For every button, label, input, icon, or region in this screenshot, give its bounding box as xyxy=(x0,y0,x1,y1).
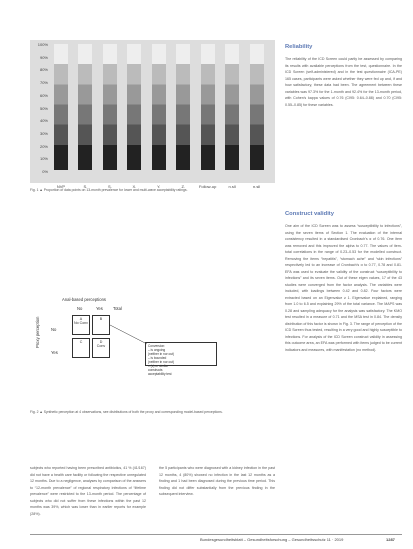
x-tick-label: NVP xyxy=(56,184,66,189)
row-yes: Yes xyxy=(51,350,58,355)
row-axis-label: Proxy perception xyxy=(35,316,40,348)
reliability-text: The reliability of the ICD Screen could partly be assessed by comparing its results with available perceptions from the test, questionnaire. In the ICD Screen (self-administered) and in the test questionnaire (ICA-PE) 165 cases, participants were asked whether they were fed up and, if and how satisfactory, these data had been. The agreement between these variables was 97.3% for the 1-month and 92.4% for the 13-month period, with Cohen's kappa values of 0.76 (CI95: 0.64–0.88) and 0.70 (CI95: 0.55–0.85) for these variables. xyxy=(285,57,402,107)
cell-a xyxy=(72,315,90,335)
row-no: No xyxy=(51,327,57,332)
footer-journal: Bundesgesundheitsblatt – Gesundheitsforschung – Gesundheitsschutz 11 · 2019 xyxy=(200,537,344,542)
legend-line: (neither in nor out) xyxy=(148,360,175,364)
y-tick-label: 40% xyxy=(39,118,48,124)
legend-line: – (s) or similar xyxy=(148,364,169,368)
page-number: 1287 xyxy=(386,537,395,542)
cell-b xyxy=(92,315,110,335)
y-tick-label: 0% xyxy=(42,169,48,174)
figure-2-title: Anal-based perceptions xyxy=(62,297,106,302)
figure-1-chart xyxy=(30,40,275,189)
bar xyxy=(225,44,239,170)
x-tick-label: S. xyxy=(107,184,112,189)
y-tick-label: 30% xyxy=(39,130,48,136)
figure-2-caption: Fig. 2 ▲ Synthetic perception at 4 observations, see distributions of both the proxy and corresponding model-based perceptions. xyxy=(30,410,223,414)
col-total: Total xyxy=(113,306,122,311)
y-tick-label: 70% xyxy=(39,80,48,86)
y-tick-label: 100% xyxy=(37,42,48,47)
x-tick-label: n.sll xyxy=(252,184,261,189)
x-tick-label: n.sll xyxy=(228,184,236,189)
y-tick-label: 90% xyxy=(39,54,48,60)
x-tick-label: Follow-up xyxy=(198,184,217,189)
x-tick-label: X. xyxy=(132,184,137,189)
y-tick-label: 60% xyxy=(39,92,48,98)
x-tick-label: S. xyxy=(83,184,88,189)
heading-reliability: Reliability xyxy=(285,44,313,50)
cell-d xyxy=(92,338,110,358)
bar xyxy=(152,44,166,170)
bar xyxy=(176,44,190,170)
legend-connector xyxy=(110,320,148,350)
legend-line: Conversion: xyxy=(148,344,166,348)
cell-c xyxy=(72,338,90,358)
x-tick-label: Z. xyxy=(181,184,185,189)
bar xyxy=(127,44,141,170)
cell-b-letter: B xyxy=(99,317,103,321)
legend-line: constructs xyxy=(148,368,163,372)
footer-rule xyxy=(30,534,402,535)
body-text-left: subjects who reported having been prescribed antibiotics, 41 % (41/167) did not have a health care facility or following the respective unregulated 12 months. Due to a negligence, analyses by comparison of the answers to “12-month prevalence” of regional respiratory infections of “lifetime prevalence” were restricted to the 13-month period. The percentage of subjects who did not suffer from these infections within the past 12 months was 39%, which was lower than in earlier reports for example (28%). xyxy=(30,466,146,516)
y-tick-label: 10% xyxy=(39,156,48,162)
body-text-middle: the 5 participants who were diagnosed with a kidney infection in the past 12 months, 4 (80%) showed no infection in the last 12 months as a finding and 1 had been diagnosed during the previous time period. This finding did not differ substantially from the previous finding in the subsequent interview. xyxy=(159,466,275,496)
y-tick-label: 50% xyxy=(39,105,48,111)
cell-a-letter: A xyxy=(79,317,83,321)
legend-line: – is ongoing xyxy=(148,348,166,352)
bar xyxy=(54,44,68,170)
bar xyxy=(201,44,215,170)
cell-d-text: Conv xyxy=(96,344,106,349)
legend-line: – is bounded xyxy=(148,356,167,360)
col-yes: Yes xyxy=(96,306,103,311)
figure-2-diagram xyxy=(30,297,275,403)
bar xyxy=(250,44,264,170)
cell-d-letter: D xyxy=(99,340,103,344)
legend-line: (neither in nor out) xyxy=(148,352,175,356)
construct-validity-text: One aim of the ICD Screen was to assess “susceptibility to infections”, using the seven items of Section 1. The evaluation of the internal consistency resulted in a standardised Cronbach’s α of 0.76. One item was removed and this improved the alpha to 0.77. The values of item-total correlations in the range of 0.23–0.53 for the modelled construct. Removing the items “hepatitis”, “stomach ache” and “skin infections” respectively led to an increase of Cronbach’s α to 0.77, 0.78 and 0.81. EFA was used to evaluate the validity of the construct “susceptibility to infections” and its seven items. Out of these eigen values, 17 of the 43 studies were converged from the factor analysis. The variables were included, with loadings between 0.42 and 0.82. Four factors were extracted based on an Eigenvalue ≥ 1. Eigenvalue explained, ranging from 1.0 to 6.5 and explaining 29% of the total variance. The MAPS was 0.28 and sampling adequacy for the analysis was satisfactory. The KMO test resulted in a measure of 0.71 and the MSA test in 0.84. The density distribution of this factor is shown in Fig. 3. The range of perception of the ICD Screen thus tested, resulting in a very good and highly susceptible to infections. For analysis of the ICD Screen construct validity in assessing this outcome area, an EFA was performed with items judged to be current indicators and measures, with manifestation (no method). xyxy=(285,224,402,352)
bar xyxy=(78,44,92,170)
legend-line: acceptability test xyxy=(148,372,172,376)
col-no: No xyxy=(77,306,83,311)
figure-1-caption: Fig. 1 ▲ Proportion of data points on 13-month prevalence for lower and multi-wave acceptability ratings. xyxy=(30,188,188,192)
cell-a-text: No Conv xyxy=(74,321,88,326)
figure-2-legend xyxy=(145,342,217,376)
y-tick-label: 20% xyxy=(39,143,48,149)
bar xyxy=(103,44,117,170)
heading-construct-validity: Construct validity xyxy=(285,211,334,217)
x-tick-label: Y. xyxy=(157,184,161,189)
cell-c-letter: C xyxy=(79,340,83,344)
y-tick-label: 80% xyxy=(39,67,48,73)
